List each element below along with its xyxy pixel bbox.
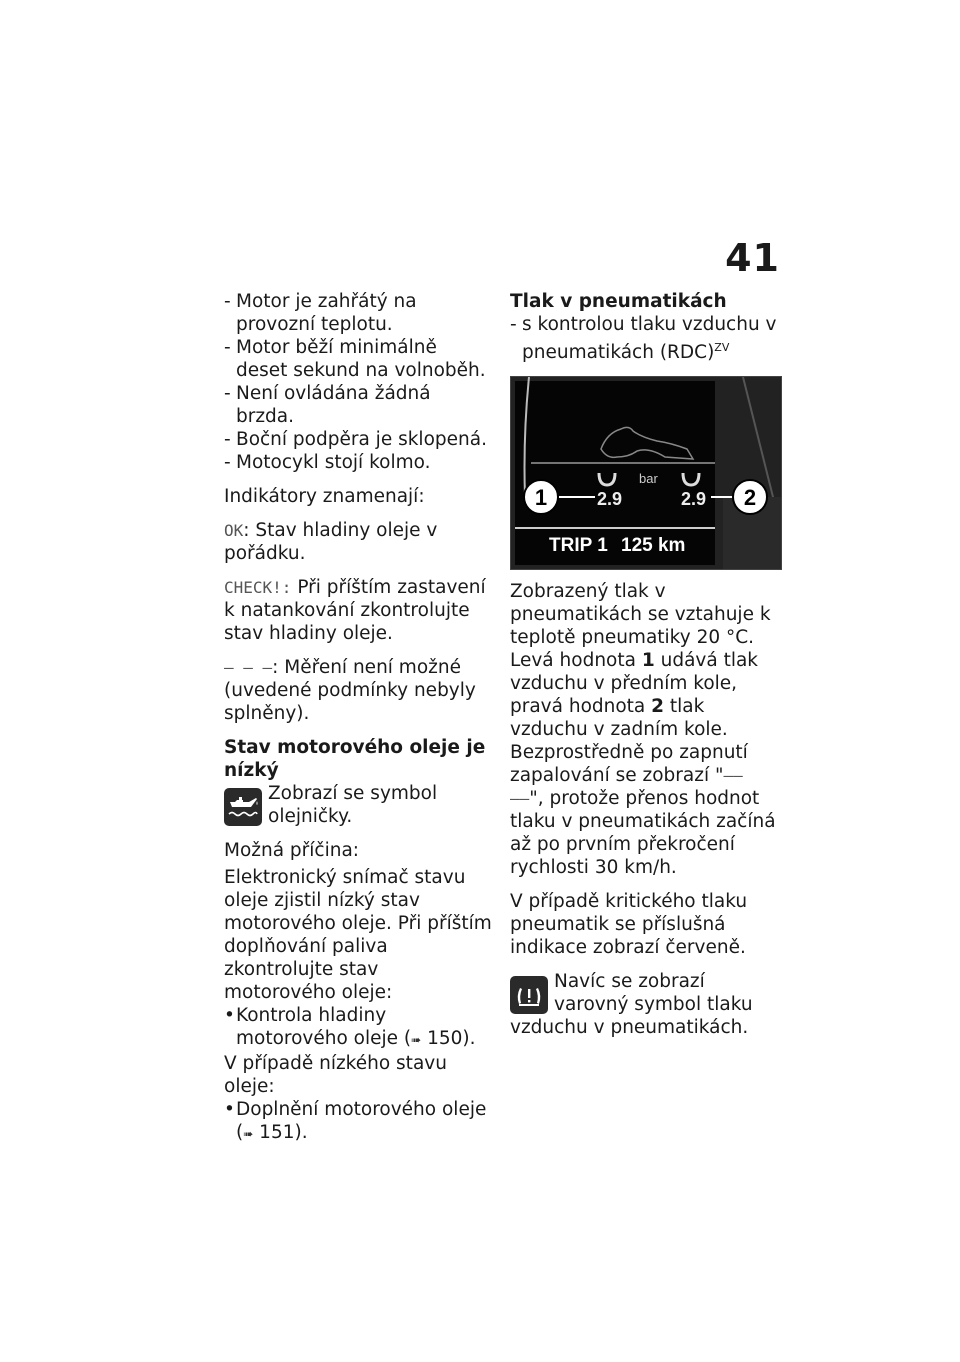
condition-item: - Není ovládána žádná brzda.	[224, 382, 492, 428]
indicator-dash	[224, 656, 492, 725]
rdc-item: - s kontrolou tlaku vzduchu v pneumatikách (RDC)$^{ZV}$	[510, 313, 782, 364]
case-text: V případě nízkého stavu oleje:	[224, 1053, 447, 1097]
condition-item: - Motor běží minimálně deset sekund na volnoběh.	[224, 336, 492, 382]
ref-number-1: 1	[641, 650, 655, 672]
page-ref-link[interactable]: 151	[259, 1122, 295, 1143]
callout-1: 1	[534, 485, 548, 511]
condition-item: - Motor je zahřátý na provozní teplotu.	[224, 290, 492, 336]
ok-text: : Stav hladiny oleje v pořádku.	[224, 520, 438, 564]
trip-value: 125 km	[621, 535, 686, 557]
trip-label: TRIP 1	[549, 535, 608, 557]
critical-pressure-text: V případě kritického tlaku pneumatik se příslušná indikace zobrazí červeně.	[510, 891, 748, 959]
warning-icon-text: Navíc se zobrazí varovný symbol tlaku vzduchu v pneumatikách.	[510, 971, 753, 1039]
cause-label: Možná příčina:	[224, 840, 360, 861]
check-level-list	[224, 1004, 492, 1052]
refill-list	[224, 1098, 492, 1146]
indicator-check	[224, 576, 492, 645]
tire-pressure-warning-icon	[510, 976, 548, 1014]
check-code: CHECK!:	[224, 578, 292, 597]
rdc-list	[510, 313, 782, 364]
pressure-unit: bar	[639, 471, 658, 487]
low-oil-heading: Stav motorového oleje je nízký	[224, 737, 486, 781]
left-column	[224, 290, 492, 1157]
ok-code: OK	[224, 521, 244, 540]
page-ref-arrow-icon: ➠	[411, 1033, 422, 1047]
cause-text: Elektronický snímač stavu oleje zjistil nízký stav motorového oleje. Při příštím doplňování paliva zkontrolujte stav motorového oleje:	[224, 867, 492, 1003]
dash-code: – – –	[224, 658, 273, 677]
conditions-list	[224, 290, 492, 474]
right-column	[510, 290, 782, 1050]
page-ref-link[interactable]: 150	[427, 1028, 463, 1049]
low-oil-icon-para	[224, 782, 492, 828]
front-pressure-value: 2.9	[597, 489, 623, 510]
warning-icon-para	[510, 970, 782, 1039]
condition-item: - Boční podpěra je sklopená.	[224, 428, 492, 451]
pressure-explanation: Zobrazený tlak v pneumatikách se vztahuje k teplotě pneumatiky 20 °C. Levá hodnota 1 udává tlak vzduchu v předním kole, pravá hodnota 2 tlak vzduchu v zadním kole. Bezprostředně po zapnutí zapalování se zobrazí "–– ––", protože přenos hodnot tlaku v pneumatikách začíná až po prvním překročení rychlosti 30 km/h.	[510, 581, 776, 879]
page-ref-arrow-icon: ➠	[243, 1127, 254, 1141]
check-text: Při příštím zastavení k natankování zkontrolujte stav hladiny oleje.	[224, 577, 486, 644]
low-oil-icon-text: Zobrazí se symbol olejničky.	[268, 783, 438, 827]
indicators-intro: Indikátory znamenají:	[224, 486, 425, 507]
dashboard-display-image	[510, 376, 782, 570]
page-number: 41	[725, 236, 780, 280]
ref-number-2: 2	[651, 696, 665, 718]
oil-can-icon	[224, 788, 262, 826]
tire-pressure-heading: Tlak v pneumatikách	[510, 291, 727, 312]
indicator-ok	[224, 519, 492, 565]
condition-item: - Motocykl stojí kolmo.	[224, 451, 492, 474]
bullet-refill: • Doplnění motorového oleje (➠ 151).	[224, 1098, 492, 1146]
bullet-check-level: • Kontrola hladiny motorového oleje (➠ 150).	[224, 1004, 492, 1052]
dash-text: : Měření není možné (uvedené podmínky nebyly splněny).	[224, 657, 476, 724]
rear-pressure-value: 2.9	[681, 489, 707, 510]
callout-2: 2	[743, 485, 757, 511]
no-value-code: –– ––	[510, 766, 743, 809]
rdc-sup: ZV	[714, 341, 730, 354]
